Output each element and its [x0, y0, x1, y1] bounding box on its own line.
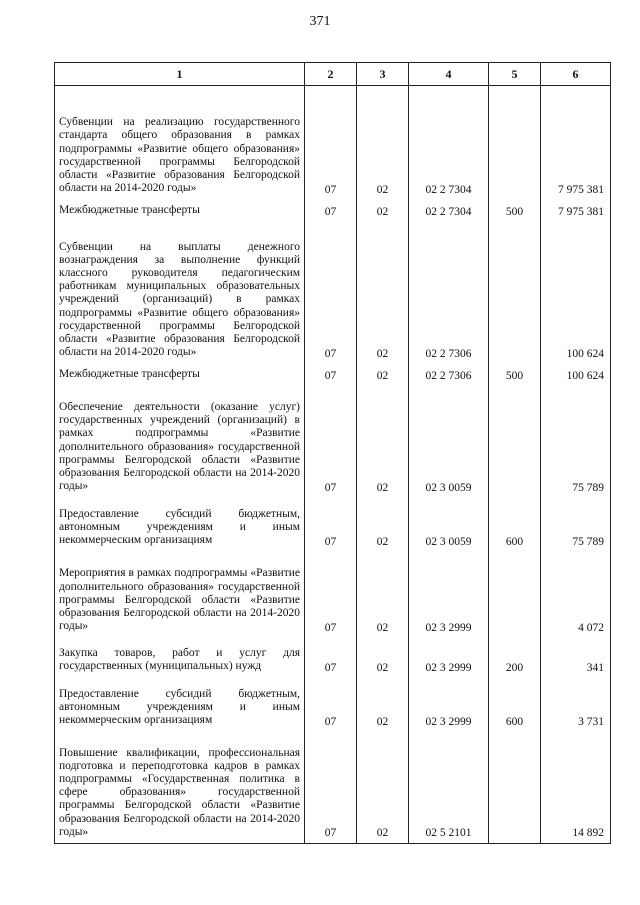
table-row [55, 200, 611, 222]
item-name: Обеспечение деятельности (оказание услуг) государственных учреждений (организаций) в рамках подпрограммы «Развитие дополнительного образования» государственной программы Белгородской области «Развитие образования Белгородской области на 2014-2020 годы» [55, 386, 305, 498]
target-article-code: 02 2 7304 [409, 200, 489, 222]
table-row [55, 386, 611, 498]
amount: 100 624 [541, 222, 611, 364]
table-row [55, 86, 611, 200]
table-row [55, 222, 611, 364]
expense-type-code [489, 552, 541, 638]
section-code: 07 [305, 638, 357, 678]
amount: 341 [541, 638, 611, 678]
target-article-code: 02 2 7304 [409, 86, 489, 200]
subsection-code: 02 [357, 364, 409, 386]
section-code: 07 [305, 200, 357, 222]
target-article-code: 02 2 7306 [409, 364, 489, 386]
amount: 14 892 [541, 732, 611, 844]
item-name: Межбюджетные трансферты [55, 200, 305, 222]
section-code: 07 [305, 552, 357, 638]
section-code: 07 [305, 222, 357, 364]
amount: 100 624 [541, 364, 611, 386]
amount: 7 975 381 [541, 200, 611, 222]
column-header: 3 [357, 63, 409, 86]
subsection-code: 02 [357, 678, 409, 732]
section-code: 07 [305, 364, 357, 386]
table-row [55, 552, 611, 638]
section-code: 07 [305, 498, 357, 552]
section-code: 07 [305, 732, 357, 844]
expense-type-code: 600 [489, 498, 541, 552]
subsection-code: 02 [357, 386, 409, 498]
table-row [55, 638, 611, 678]
section-code: 07 [305, 86, 357, 200]
amount: 75 789 [541, 498, 611, 552]
expense-type-code [489, 222, 541, 364]
column-header: 5 [489, 63, 541, 86]
header-row [55, 63, 611, 86]
page-number: 371 [309, 14, 331, 29]
item-name: Субвенции на реализацию государственного стандарта общего образования в рамках подпрограммы «Развитие общего образования» государственной программы Белгородской области «Развитие образования Белгородской области на 2014-2020 годы» [55, 86, 305, 200]
subsection-code: 02 [357, 86, 409, 200]
item-name: Предоставление субсидий бюджетным, автономным учреждениям и иным некоммерческим организациям [55, 678, 305, 732]
expense-type-code [489, 732, 541, 844]
item-name: Предоставление субсидий бюджетным, автономным учреждениям и иным некоммерческим организациям [55, 498, 305, 552]
target-article-code: 02 5 2101 [409, 732, 489, 844]
item-name: Повышение квалификации, профессиональная подготовка и переподготовка кадров в рамках подпрограммы «Государственная политика в сфере образования» государственной программы Белгородской области «Развитие образования Белгородской области на 2014-2020 годы» [55, 732, 305, 844]
subsection-code: 02 [357, 638, 409, 678]
subsection-code: 02 [357, 732, 409, 844]
subsection-code: 02 [357, 552, 409, 638]
target-article-code: 02 3 0059 [409, 498, 489, 552]
target-article-code: 02 3 2999 [409, 552, 489, 638]
subsection-code: 02 [357, 498, 409, 552]
item-name: Мероприятия в рамках подпрограммы «Развитие дополнительного образования» государственной программы Белгородской области «Развитие образования Белгородской области на 2014-2020 годы» [55, 552, 305, 638]
budget-table [54, 62, 611, 844]
subsection-code: 02 [357, 200, 409, 222]
target-article-code: 02 3 0059 [409, 386, 489, 498]
amount: 7 975 381 [541, 86, 611, 200]
section-code: 07 [305, 386, 357, 498]
item-name: Субвенции на выплаты денежного вознаграждения за выполнение функций классного руководителя педагогическим работникам муниципальных образовательных учреждений (организаций) в рамках подпрограммы «Развитие общего образования» государственной программы Белгородской области «Развитие образования Белгородской области на 2014-2020 годы» [55, 222, 305, 364]
expense-type-code: 500 [489, 364, 541, 386]
column-header: 6 [541, 63, 611, 86]
table-row [55, 732, 611, 844]
table-row [55, 498, 611, 552]
amount: 3 731 [541, 678, 611, 732]
column-header: 2 [305, 63, 357, 86]
amount: 4 072 [541, 552, 611, 638]
target-article-code: 02 2 7306 [409, 222, 489, 364]
section-code: 07 [305, 678, 357, 732]
target-article-code: 02 3 2999 [409, 638, 489, 678]
expense-type-code: 600 [489, 678, 541, 732]
subsection-code: 02 [357, 222, 409, 364]
table-row [55, 364, 611, 386]
item-name: Межбюджетные трансферты [55, 364, 305, 386]
expense-type-code [489, 86, 541, 200]
column-header: 4 [409, 63, 489, 86]
expense-type-code: 500 [489, 200, 541, 222]
item-name: Закупка товаров, работ и услуг для государственных (муниципальных) нужд [55, 638, 305, 678]
expense-type-code: 200 [489, 638, 541, 678]
expense-type-code [489, 386, 541, 498]
target-article-code: 02 3 2999 [409, 678, 489, 732]
table-row [55, 678, 611, 732]
column-header: 1 [55, 63, 305, 86]
amount: 75 789 [541, 386, 611, 498]
